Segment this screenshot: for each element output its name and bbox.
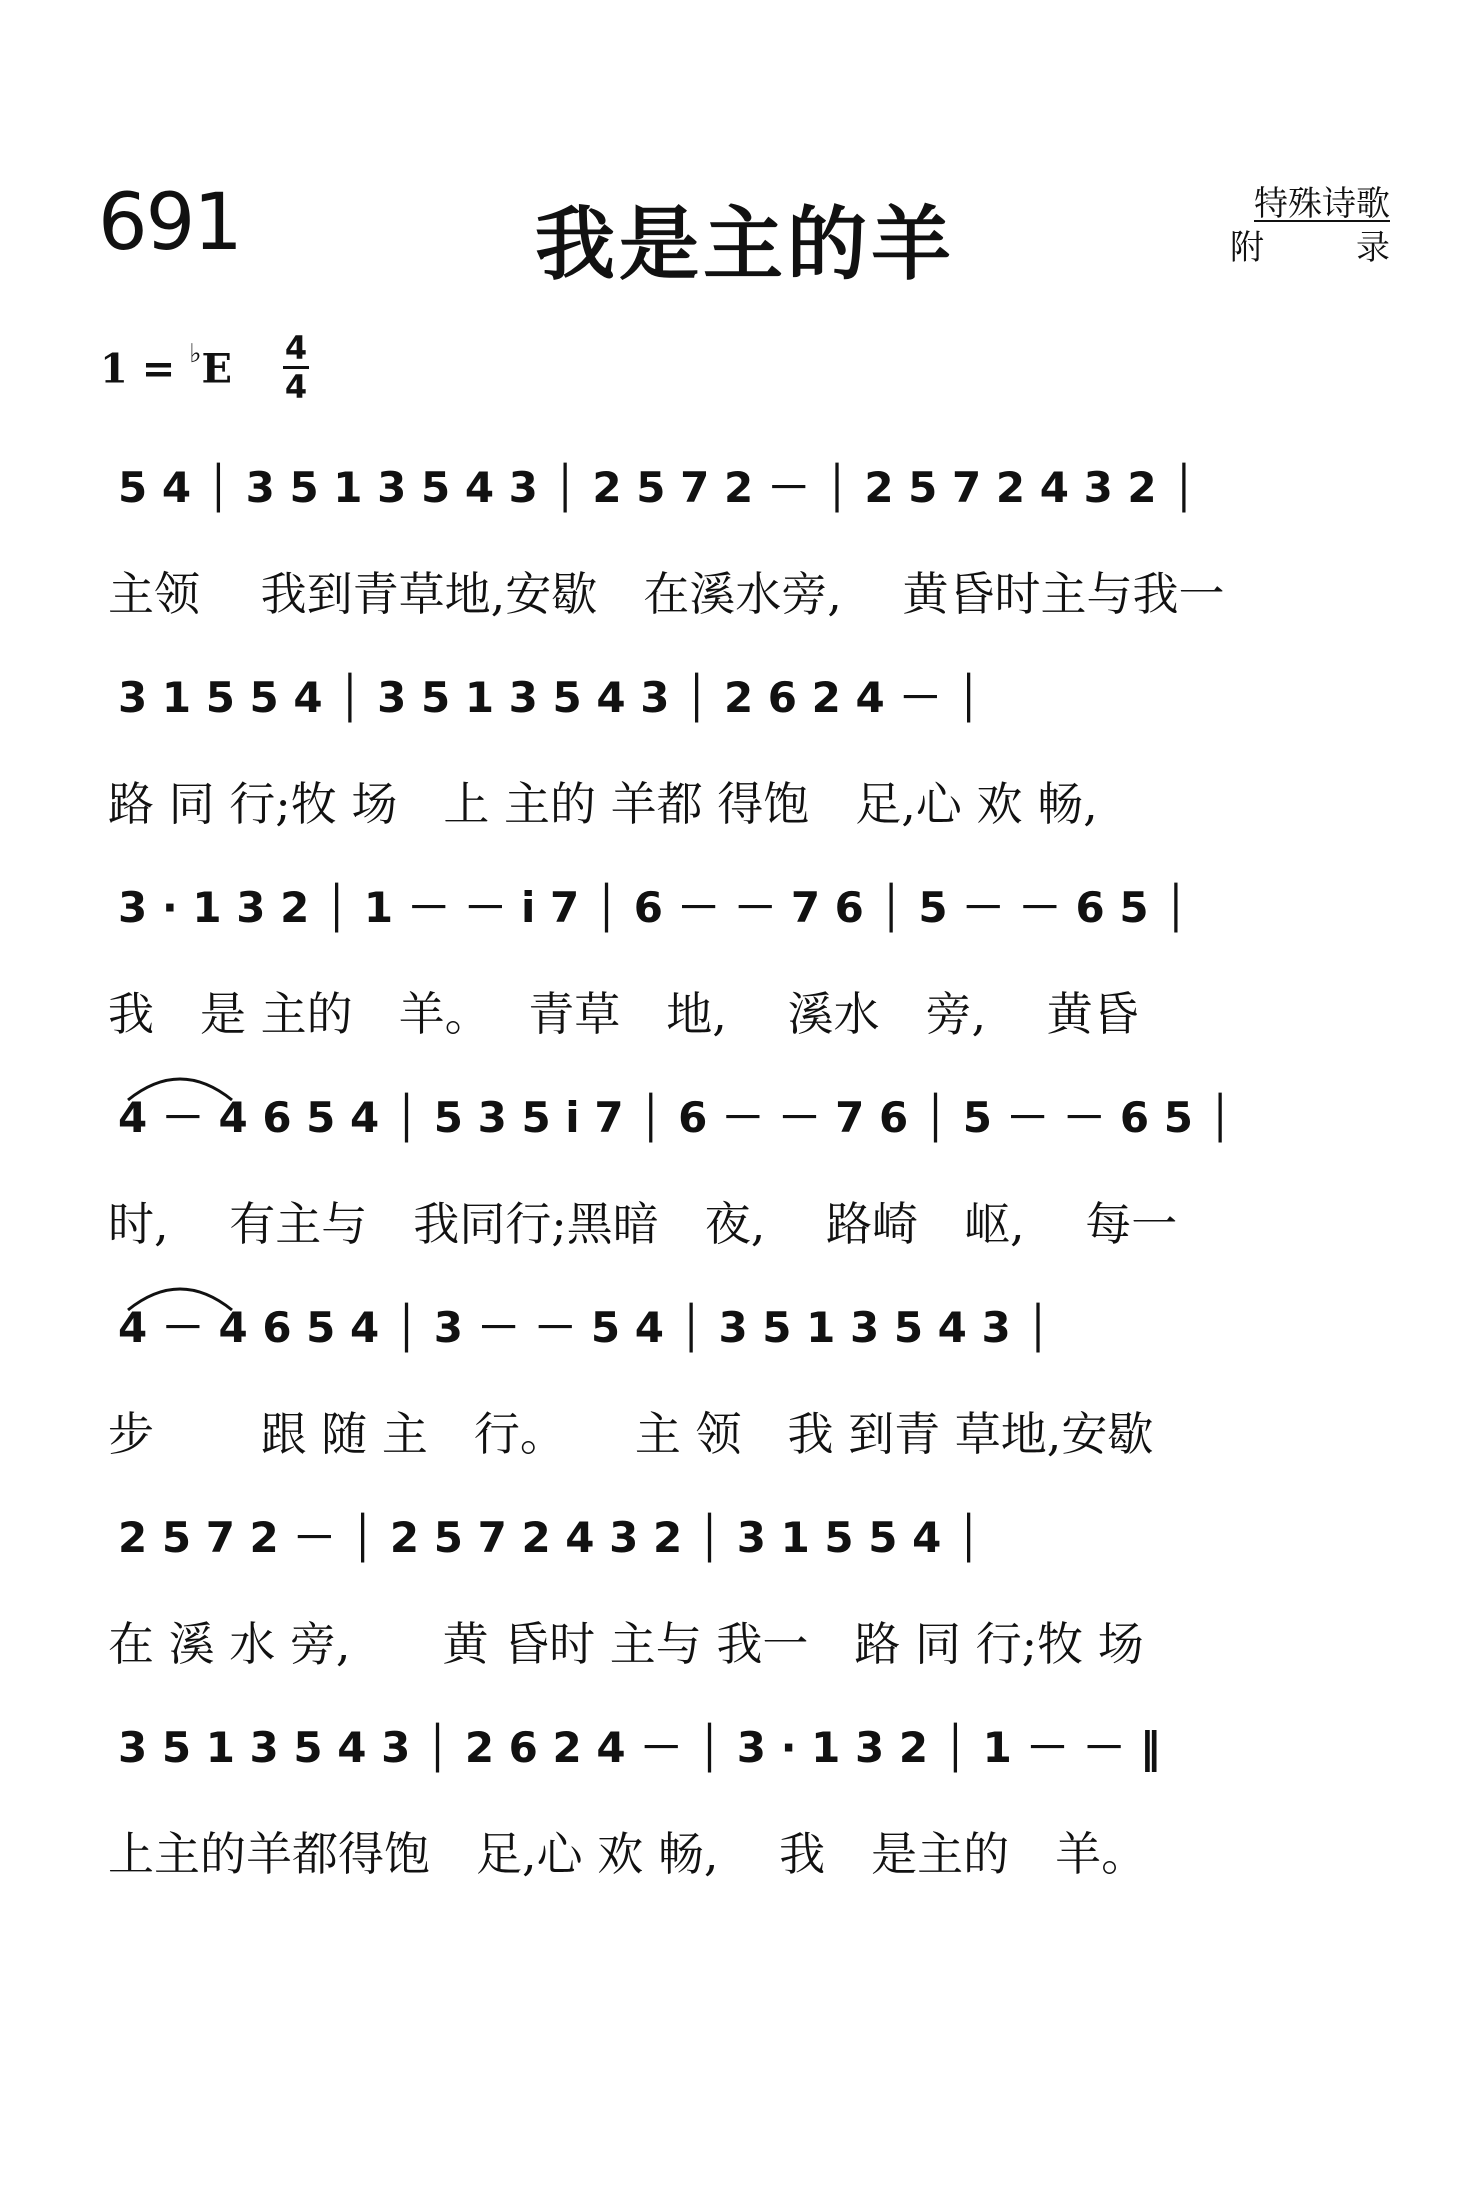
- notation-line-4: 4 － 4 6 5 4 │ 5 3 5 i 7 │ 6 － － 7 6 │ 5 － － 6 5 │: [118, 1093, 1233, 1142]
- notation-line-2: 3 1 5 5 4 │ 3 5 1 3 5 4 3 │ 2 6 2 4 － │: [118, 673, 982, 722]
- lyrics-line-5: 步 跟 随 主 行。 主 领 我 到青 草地,安歇: [108, 1407, 1154, 1461]
- lyrics-line-4: 时, 有主与 我同行;黑暗 夜, 路崎 岖, 每一: [108, 1197, 1178, 1251]
- lyrics-line-3: 我 是 主的 羊。 青草 地, 溪水 旁, 黄昏: [108, 987, 1139, 1041]
- time-top: 4: [284, 329, 308, 367]
- song-title: 我是主的羊: [535, 198, 955, 291]
- key-prefix: 1 =: [100, 345, 190, 393]
- slur-arc-1: [128, 1079, 232, 1100]
- time-bottom: 4: [284, 368, 308, 406]
- flat-sign: ♭: [189, 339, 202, 369]
- notation-line-1: 5 4 │ 3 5 1 3 5 4 3 │ 2 5 7 2 － │ 2 5 7 2 4 3 2 │: [118, 463, 1197, 512]
- notation-line-5: 4 － 4 6 5 4 │ 3 － － 5 4 │ 3 5 1 3 5 4 3 │: [118, 1303, 1051, 1352]
- notation-line-3: 3 · 1 3 2 │ 1 － － i 7 │ 6 － － 7 6 │ 5 － － 6 5 │: [118, 883, 1189, 932]
- lyrics-line-1: 主领 我到青草地,安歇 在溪水旁, 黄昏时主与我一: [108, 567, 1225, 621]
- key-note: E: [201, 345, 232, 393]
- hymn-number: 691: [98, 178, 241, 268]
- slur-arc-2: [128, 1289, 232, 1310]
- lyrics-line-6: 在 溪 水 旁, 黄 昏时 主与 我一 路 同 行;牧 场: [108, 1617, 1144, 1671]
- notation-line-7: 3 5 1 3 5 4 3 │ 2 6 2 4 － │ 3 · 1 3 2 │ 1 － － ‖: [118, 1723, 1161, 1772]
- notation-line-6: 2 5 7 2 － │ 2 5 7 2 4 3 2 │ 3 1 5 5 4 │: [118, 1513, 982, 1562]
- lyrics-line-2: 路 同 行;牧 场 上 主的 羊都 得饱 足,心 欢 畅,: [108, 777, 1098, 831]
- category-line-1: 特殊诗歌: [1254, 184, 1390, 224]
- lyrics-line-7: 上主的羊都得饱 足,心 欢 畅, 我 是主的 羊。: [108, 1827, 1148, 1881]
- category-line-2: 附 录: [1230, 228, 1390, 268]
